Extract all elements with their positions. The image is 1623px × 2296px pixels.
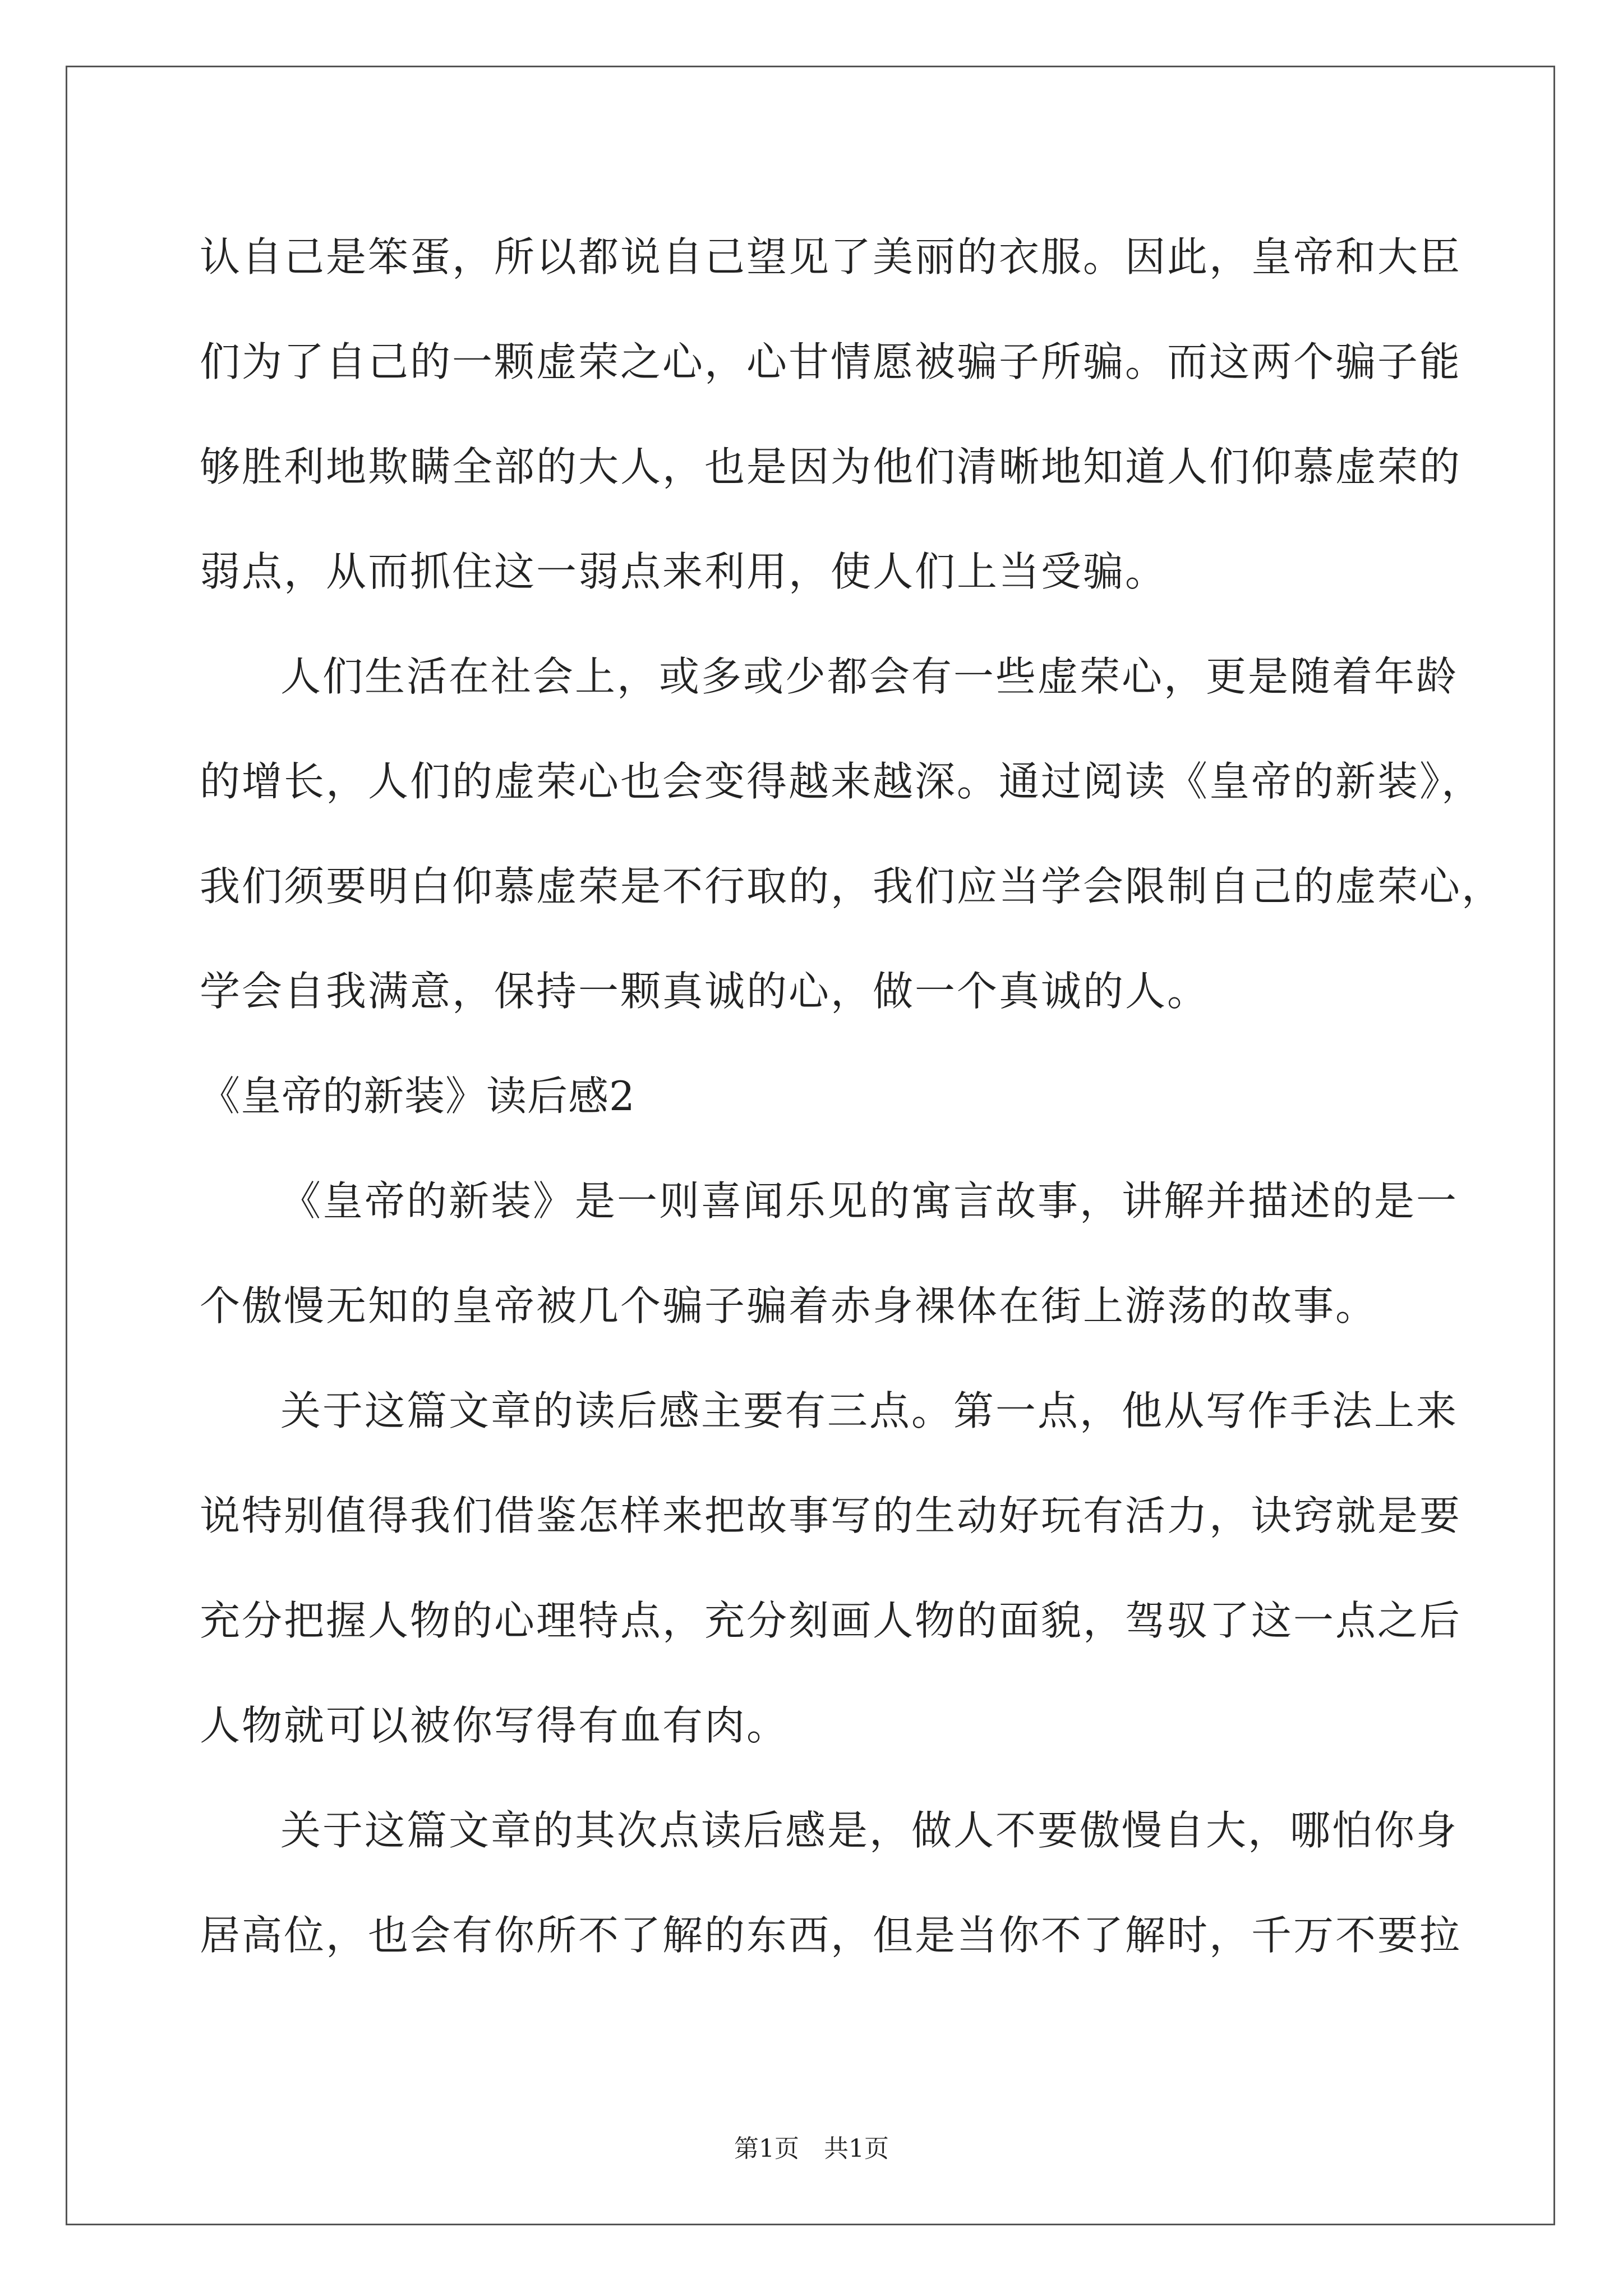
- text-line-7: 我们须要明白仰慕虚荣是不行取的，我们应当学会限制自己的虚荣心，: [200, 863, 1504, 910]
- section-heading: 《皇帝的新装》读后感2: [200, 1073, 635, 1120]
- document-body: [200, 205, 1504, 1988]
- page-number-footer: 第1页 共1页: [734, 2134, 889, 2163]
- text-line-13: 说特别值得我们借鉴怎样来把故事写的生动好玩有活力，诀窍就是要: [200, 1492, 1462, 1539]
- text-line-8: 学会自我满意，保持一颗真诚的心，做一个真诚的人。: [200, 968, 1210, 1015]
- text-line-4: 弱点，从而抓住这一弱点来利用，使人们上当受骗。: [200, 548, 1168, 595]
- text-line-16: 关于这篇文章的其次点读后感是，做人不要傲慢自大，哪怕你身: [280, 1807, 1459, 1854]
- text-line-3: 够胜利地欺瞒全部的大人，也是因为他们清晰地知道人们仰慕虚荣的: [200, 443, 1462, 490]
- text-line-14: 充分把握人物的心理特点，充分刻画人物的面貌，驾驭了这一点之后: [200, 1597, 1462, 1644]
- text-line-2: 们为了自己的一颗虚荣之心，心甘情愿被骗子所骗。而这两个骗子能: [200, 338, 1462, 385]
- text-line-5: 人们生活在社会上，或多或少都会有一些虚荣心，更是随着年龄: [280, 653, 1459, 700]
- text-line-11: 个傲慢无知的皇帝被几个骗子骗着赤身裸体在街上游荡的故事。: [200, 1282, 1378, 1329]
- text-line-17: 居高位，也会有你所不了解的东西，但是当你不了解时，千万不要拉: [200, 1912, 1462, 1959]
- text-line-6: 的增长，人们的虚荣心也会变得越来越深。通过阅读《皇帝的新装》，: [200, 758, 1484, 805]
- text-line-12: 关于这篇文章的读后感主要有三点。第一点，他从写作手法上来: [280, 1387, 1459, 1434]
- text-line-10: 《皇帝的新装》是一则喜闻乐见的寓言故事，讲解并描述的是一: [280, 1177, 1459, 1225]
- text-line-15: 人物就可以被你写得有血有肉。: [200, 1702, 789, 1749]
- text-line-1: 认自己是笨蛋，所以都说自己望见了美丽的衣服。因此，皇帝和大臣: [200, 233, 1462, 280]
